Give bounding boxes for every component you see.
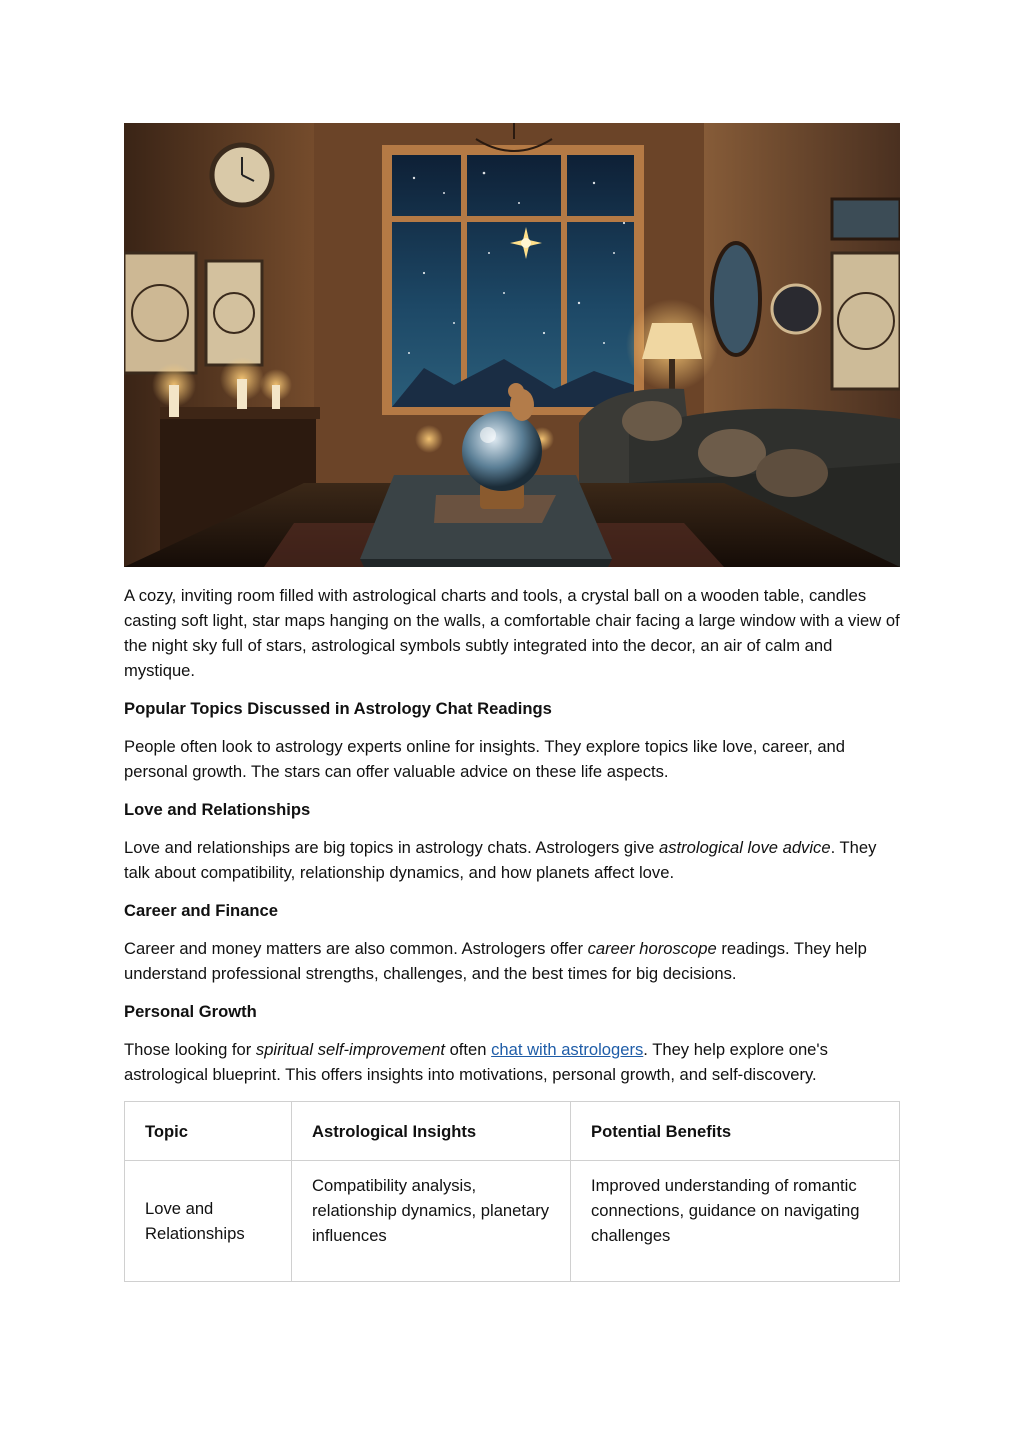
image-caption: A cozy, inviting room filled with astrological charts and tools, a crystal ball on a wooden table, candles casting soft light, star maps hanging on the walls, a comfortable chair facing a large window with a view of the night sky full of stars, astrological symbols subtly integrated into the decor, an air of calm and mystique. xyxy=(124,586,900,680)
hero-image xyxy=(124,123,900,567)
table-cell-topic: Love and Relationships xyxy=(125,1161,292,1282)
growth-text-mid: often xyxy=(444,1040,492,1059)
growth-emphasis: spiritual self-improvement xyxy=(255,1040,445,1059)
career-text-start: Career and money matters are also common. Astrologers offer xyxy=(124,939,588,958)
table-header-topic: Topic xyxy=(125,1102,292,1161)
love-emphasis: astrological love advice xyxy=(659,838,831,857)
love-text-start: Love and relationships are big topics in astrology chats. Astrologers give xyxy=(124,838,659,857)
career-emphasis: career horoscope xyxy=(587,939,717,958)
heading-career-finance: Career and Finance xyxy=(124,901,279,920)
heading-love-relationships: Love and Relationships xyxy=(124,800,311,819)
chat-with-astrologers-link[interactable]: chat with astrologers xyxy=(491,1040,644,1059)
love-text-end: . They talk about compatibility, relationship dynamics, and how planets affect love. xyxy=(124,838,877,882)
table-header-benefits: Potential Benefits xyxy=(571,1102,900,1161)
paragraph-personal-growth xyxy=(124,1037,900,1087)
table-cell-insights: Compatibility analysis, relationship dynamics, planetary influences xyxy=(292,1161,571,1282)
document-page xyxy=(124,123,900,1282)
paragraph-popular-topics: People often look to astrology experts online for insights. They explore topics like love, career, and personal growth. The stars can offer valuable advice on these life aspects. xyxy=(124,737,846,781)
growth-text-start: Those looking for xyxy=(124,1040,256,1059)
career-text-end: readings. They help understand professional strengths, challenges, and the best times for big decisions. xyxy=(124,939,867,983)
heading-personal-growth: Personal Growth xyxy=(124,1002,257,1021)
table-row xyxy=(125,1161,900,1282)
paragraph-career-finance xyxy=(124,936,900,986)
paragraph-love-relationships xyxy=(124,835,900,885)
table-header-insights: Astrological Insights xyxy=(292,1102,571,1161)
heading-popular-topics: Popular Topics Discussed in Astrology Chat Readings xyxy=(124,699,552,718)
table-cell-benefits: Improved understanding of romantic connections, guidance on navigating challenges xyxy=(571,1161,900,1282)
growth-text-end: . They help explore one's astrological blueprint. This offers insights into motivations, personal growth, and self-discovery. xyxy=(124,1040,828,1084)
topics-table xyxy=(124,1101,900,1282)
table-header-row xyxy=(125,1102,900,1161)
